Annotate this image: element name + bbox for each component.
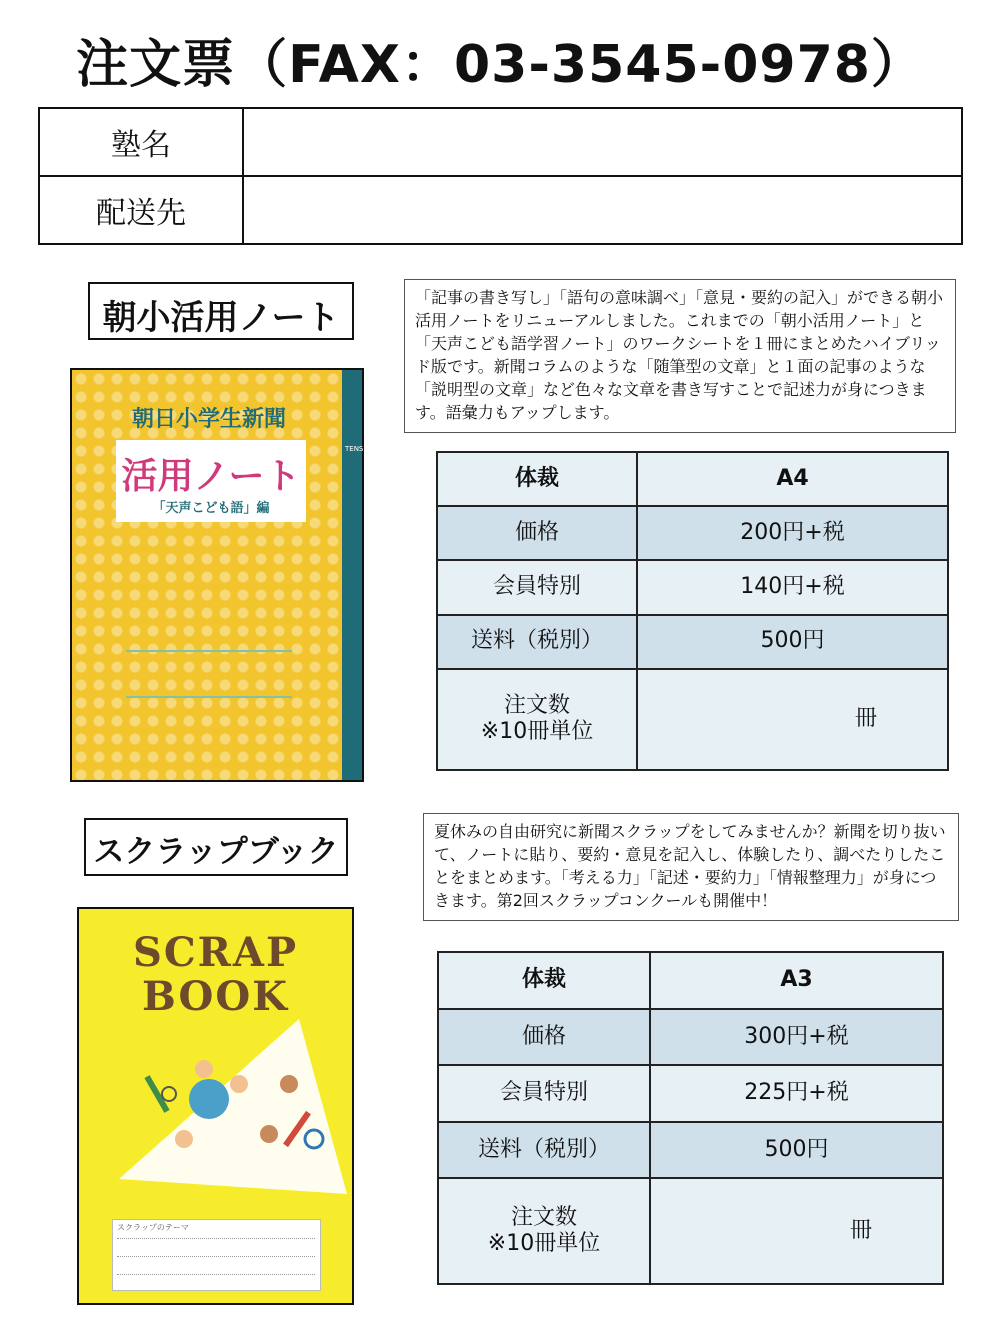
cover-form-label: スクラップのテーマ: [117, 1223, 189, 1232]
delivery-address-label: 配送先: [39, 176, 243, 244]
quantity-unit: 冊: [849, 1217, 872, 1243]
spec-row-member: [438, 1065, 943, 1122]
spec-row-shipping: [438, 1122, 943, 1179]
spec-shipping-value: 500円: [650, 1122, 943, 1179]
quantity-label-main: 注文数: [510, 1204, 577, 1230]
cover-title: 活用ノート: [121, 456, 301, 497]
child-figure-icon: [175, 1130, 193, 1148]
spec-shipping-label: 送料（税別）: [437, 615, 637, 669]
school-name-label: 塾名: [39, 108, 243, 176]
cover-label-box: [116, 440, 306, 522]
spine-label: TENSEI: [345, 445, 370, 453]
cover-write-line: [126, 650, 292, 652]
customer-info-table: [38, 107, 963, 245]
delivery-address-field[interactable]: [243, 176, 962, 244]
spec-format-label: 体裁: [438, 952, 650, 1009]
spec-format-label: 体裁: [437, 452, 637, 506]
spec-quantity-label: [438, 1178, 650, 1284]
child-figure-icon: [280, 1075, 298, 1093]
spec-row-format: [437, 452, 948, 506]
cover-subtitle: 「天声こども語」編: [152, 501, 270, 516]
page-title: 注文票（FAX：03-3545-0978）: [76, 35, 924, 95]
quantity-label-note: ※10冊単位: [487, 1231, 601, 1257]
spec-member-label: 会員特別: [438, 1065, 650, 1122]
school-name-field[interactable]: [243, 108, 962, 176]
quantity-input-field[interactable]: [650, 1178, 943, 1284]
cover-publisher: 朝日小学生新聞: [131, 407, 286, 432]
globe-icon: [189, 1079, 229, 1119]
product-description-scrapbook: 夏休みの自由研究に新聞スクラップをしてみませんか？新聞を切り抜いて、ノートに貼り、要約・意見を記入し、体験したり、調べたりしたことをまとめます。「考える力」「記述・要約力」「情報整理力」が身につきます。第2回スクラップコンクールも開催中！: [423, 813, 959, 921]
spec-format-value: A4: [637, 452, 948, 506]
spec-row-shipping: [437, 615, 948, 669]
spec-price-label: 価格: [437, 506, 637, 560]
spec-member-value: 225円+税: [650, 1065, 943, 1122]
spec-quantity-label: [437, 669, 637, 770]
product-heading-notebook: 朝小活用ノート: [88, 282, 354, 340]
scrapbook-cover-image: [77, 907, 354, 1305]
spec-member-value: 140円+税: [637, 560, 948, 614]
spec-row-quantity: [437, 669, 948, 770]
spec-row-quantity: [438, 1178, 943, 1284]
spec-row-member: [437, 560, 948, 614]
quantity-label-main: 注文数: [503, 692, 570, 718]
product-description-notebook: 「記事の書き写し」「語句の意味調べ」「意見・要約の記入」ができる朝小活用ノートをリニューアルしました。これまでの「朝小活用ノート」と「天声こども語学習ノート」のワークシートを１冊にまとめたハイブリッド版です。新聞コラムのような「随筆型の文章」と１面の記事のような「説明型の文章」など色々な文章を書き写すことで記述力が身につきます。語彙力もアップします。: [404, 279, 956, 433]
product-heading-scrapbook: スクラップブック: [84, 818, 348, 876]
cover-logo-line2: BOOK: [141, 973, 289, 1020]
notebook-cover-image: [70, 368, 370, 782]
spec-price-label: 価格: [438, 1009, 650, 1066]
scissors-icon: [162, 1087, 176, 1101]
spec-shipping-value: 500円: [637, 615, 948, 669]
cover-logo-line1: SCRAP: [132, 929, 299, 976]
spec-price-value: 300円+税: [650, 1009, 943, 1066]
cover-triangle: [119, 1019, 347, 1194]
spec-format-value: A3: [650, 952, 943, 1009]
spec-shipping-label: 送料（税別）: [438, 1122, 650, 1179]
spec-row-price: [438, 1009, 943, 1066]
spec-member-label: 会員特別: [437, 560, 637, 614]
quantity-unit: 冊: [854, 706, 877, 732]
child-figure-icon: [230, 1075, 248, 1093]
cover-form-line: [117, 1256, 315, 1257]
cover-form-line: [117, 1238, 315, 1239]
child-figure-icon: [260, 1125, 278, 1143]
quantity-label-note: ※10冊単位: [480, 719, 594, 745]
pencil-icon: [144, 1075, 169, 1113]
child-figure-icon: [195, 1060, 213, 1078]
spec-row-price: [437, 506, 948, 560]
spec-row-format: [438, 952, 943, 1009]
quantity-input-field[interactable]: [637, 669, 948, 770]
cover-write-line: [126, 696, 292, 698]
spec-table-notebook: [436, 451, 949, 771]
delivery-address-row: [39, 176, 962, 244]
cover-form: [112, 1219, 321, 1291]
spec-table-scrapbook: [437, 951, 944, 1285]
spec-price-value: 200円+税: [637, 506, 948, 560]
cover-form-line: [117, 1274, 315, 1275]
school-name-row: [39, 108, 962, 176]
